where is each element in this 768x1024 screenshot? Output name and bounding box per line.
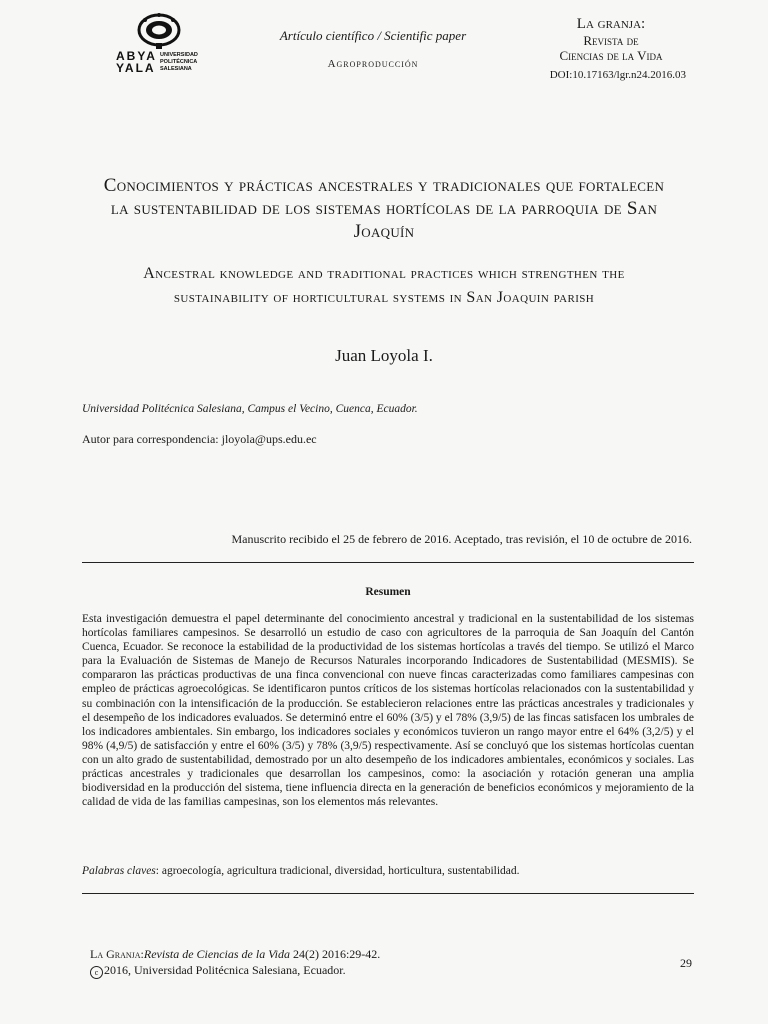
page-number: 29 <box>680 956 692 970</box>
logo-emblem-icon <box>112 12 212 50</box>
divider-bottom <box>82 893 694 894</box>
logo-word-yala: YALA <box>116 61 156 75</box>
keywords-list: : agroecología, agricultura tradicional, diversidad, horticultura, sustentabilidad. <box>155 865 520 877</box>
footer-citation-ref: 24(2) 2016:29-42. <box>289 947 381 961</box>
footer-citation <box>90 946 380 979</box>
journal-subtitle-2: Ciencias de la Vida <box>559 48 663 63</box>
footer-journal: La Granja: <box>90 947 144 961</box>
journal-subtitle-1: Revista de <box>583 33 639 48</box>
title-spanish: Conocimientos y prácticas ancestrales y tradicionales que fortalecen la sustentabilidad de los sistemas hortícolas de la parroquia de San Joaquín <box>103 175 665 242</box>
received-date: Manuscrito recibido el 25 de febrero de 2016. Aceptado, tras revisión, el 10 de octubre de 2016. <box>231 532 692 546</box>
correspondence: Autor para correspondencia: jloyola@ups.edu.ec <box>82 432 317 446</box>
abstract-title: Resumen <box>365 586 411 598</box>
section-label: Agroproducción <box>327 58 419 70</box>
keywords-label: Palabras claves <box>82 865 156 877</box>
footer-journal-title: Revista de Ciencias de la Vida <box>143 947 290 961</box>
header-center <box>258 28 488 70</box>
keywords <box>82 864 694 878</box>
logo-university-text: UNIVERSIDAD POLITÉCNICA SALESIANA <box>160 52 198 72</box>
affiliation: Universidad Politécnica Salesiana, Campus el Vecino, Cuenca, Ecuador. <box>82 403 418 415</box>
article-type: Artículo científico / Scientific paper <box>279 28 467 43</box>
author: Juan Loyola I. <box>335 346 433 365</box>
footer-copyright: 2016, Universidad Politécnica Salesiana, Ecuador. <box>104 963 346 977</box>
journal-header <box>516 16 706 81</box>
divider-top <box>82 562 694 563</box>
title-english: Ancestral knowledge and traditional practices which strengthen the sustainability of horticultural systems in San Joaquin parish <box>143 265 625 306</box>
abya-yala-logo <box>112 12 212 78</box>
journal-name: La granja: <box>576 16 646 32</box>
logo-word-abya: ABYA <box>116 49 157 63</box>
doi: DOI:10.17163/lgr.n24.2016.03 <box>549 69 686 81</box>
abstract-text: Esta investigación demuestra el papel determinante del conocimiento ancestral y tradicional en la sustentabilidad de los sistemas hortícolas familiares campesinos. Se desarrolló un estudio de caso con agricultores de la parroquia de San Joaquín del Cantón Cuenca, Ecuador. Se reconoce la estabilidad de la productividad de los sistemas hortícolas a través del tiempo. Se utilizó el Marco para la Evaluación de Sistemas de Manejo de Recursos Naturales incorporando Indicadores de Sustentabilidad (MESMIS). Se compararon las prácticas productivas de una finca convencional con nueve fincas caracterizadas como familiares campesinas con empleo de prácticas agroecológicas. Se identificaron puntos críticos de los sistemas hortícolas relacionados con la sustentabilidad y su combinación con la intensificación de la producción. Se establecieron relaciones entre las prácticas ancestrales y tradicionales y el desempeño de los indicadores evaluados. Se determinó entre el 60% (3/5) y el 78% (3,9/5) de las fincas satisfacen los umbrales de los indicadores ambientales. Sin embargo, los indicadores sociales y económicos tuvieron un rango mayor entre el 64% (3,2/5) y el 98% (4,9/5) de satisfacción y entre el 60% (3/5) y 78% (3,9/5) respectivamente. Así se concluyó que los sistemas hortícolas cuentan con un alto grado de sustentabilidad, demostrado por un alto desempeño de los indicadores ambientales, económicos y sociales. Las prácticas ancestrales y tradicionales que desarrollan los campesinos, como: la asociación y rotación generan una amplia biodiversidad en la producción del sistema, tiene influencia directa en la generación de beneficios económicos y mejoramiento de la calidad de vida de las familias campesinas, son los elementos más relevantes. <box>82 613 694 809</box>
copyright-icon: c <box>90 966 103 979</box>
